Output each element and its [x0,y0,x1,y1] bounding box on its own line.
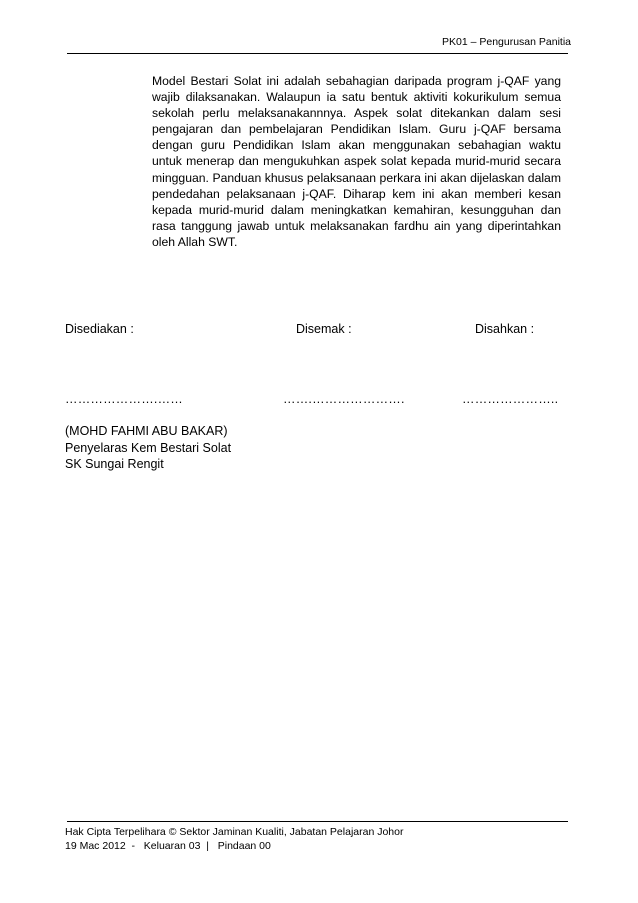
page-header: PK01 – Pengurusan Panitia [441,36,571,48]
checked-signature-line: …….…………………. [283,392,405,406]
preparer-school: SK Sungai Rengit [65,457,164,471]
footer-issue: 19 Mac 2012 - Keluaran 03 | Pindaan 00 [65,839,271,852]
approved-signature-line: ………………….. [462,392,559,406]
prepared-signature-line: ………………….…… [65,392,183,406]
prepared-by-label: Disediakan : [65,322,134,336]
footer-divider [67,821,568,822]
preparer-name: (MOHD FAHMI ABU BAKAR) [65,424,228,438]
body-paragraph: Model Bestari Solat ini adalah sebahagian daripada program j-QAF yang wajib dilaksanakan. Walaupun ia satu bentuk aktiviti kokurikulum semua sekolah perlu melaksanakannnya. Aspek solat ditekankan dalam sesi pengajaran dan pembelajaran Pendidikan Islam. Guru j-QAF bersama dengan guru Pendidikan Islam akan menggunakan sebahagian waktu untuk menerap dan mengukuhkan aspek solat kepada murid-murid secara mingguan. Panduan khusus pelaksanaan perkara ini akan dijelaskan dalam pendedahan pelaksanaan j-QAF. Diharap kem ini akan memberi kesan kepada murid-murid dalam meningkatkan kemahiran, kesungguhan dan rasa tanggung jawab untuk melaksanakan fardhu ain yang diperintahkan oleh Allah SWT. [152,74,561,249]
checked-by-label: Disemak : [296,322,352,336]
page-footer [65,826,403,853]
approved-by-label: Disahkan : [475,322,535,336]
preparer-block [65,423,231,473]
preparer-role: Penyelaras Kem Bestari Solat [65,440,232,455]
header-divider [67,53,568,54]
footer-copyright: Hak Cipta Terpelihara © Sektor Jaminan Kualiti, Jabatan Pelajaran Johor [65,826,404,838]
